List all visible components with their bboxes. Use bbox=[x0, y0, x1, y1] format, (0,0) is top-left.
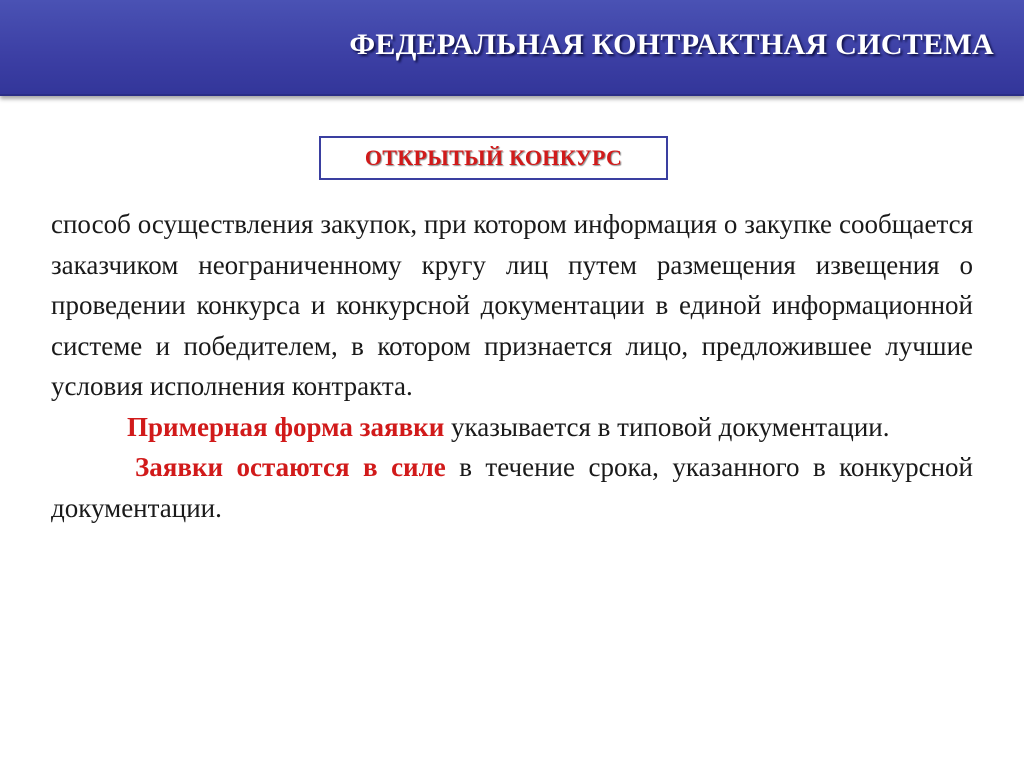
note-applications-valid-text: в течение срока, указанного в конкурсной документации. bbox=[51, 452, 973, 523]
header-title: ФЕДЕРАЛЬНАЯ КОНТРАКТНАЯ СИСТЕМА bbox=[349, 28, 994, 61]
topic-badge-label: ОТКРЫТЫЙ КОНКУРС bbox=[364, 145, 623, 170]
note-applications-valid bbox=[51, 447, 973, 528]
header-bar bbox=[0, 0, 1024, 96]
content-body bbox=[51, 204, 973, 528]
note-applications-valid-highlight: Заявки остаются в силе bbox=[135, 452, 446, 482]
note-application-form bbox=[51, 407, 973, 448]
topic-badge bbox=[319, 136, 668, 180]
note-application-form-highlight: Примерная форма заявки bbox=[127, 411, 445, 442]
definition-paragraph: способ осуществления закупок, при котором информация о закупке сообщается заказчиком неограниченному кругу лиц путем размещения извещения о проведении конкурса и конкурсной документации в единой информационной системе и победителем, в котором признается лицо, предложившее лучшие условия исполнения контракта. bbox=[51, 209, 973, 401]
note-application-form-text: указывается в типовой документации. bbox=[444, 411, 890, 442]
